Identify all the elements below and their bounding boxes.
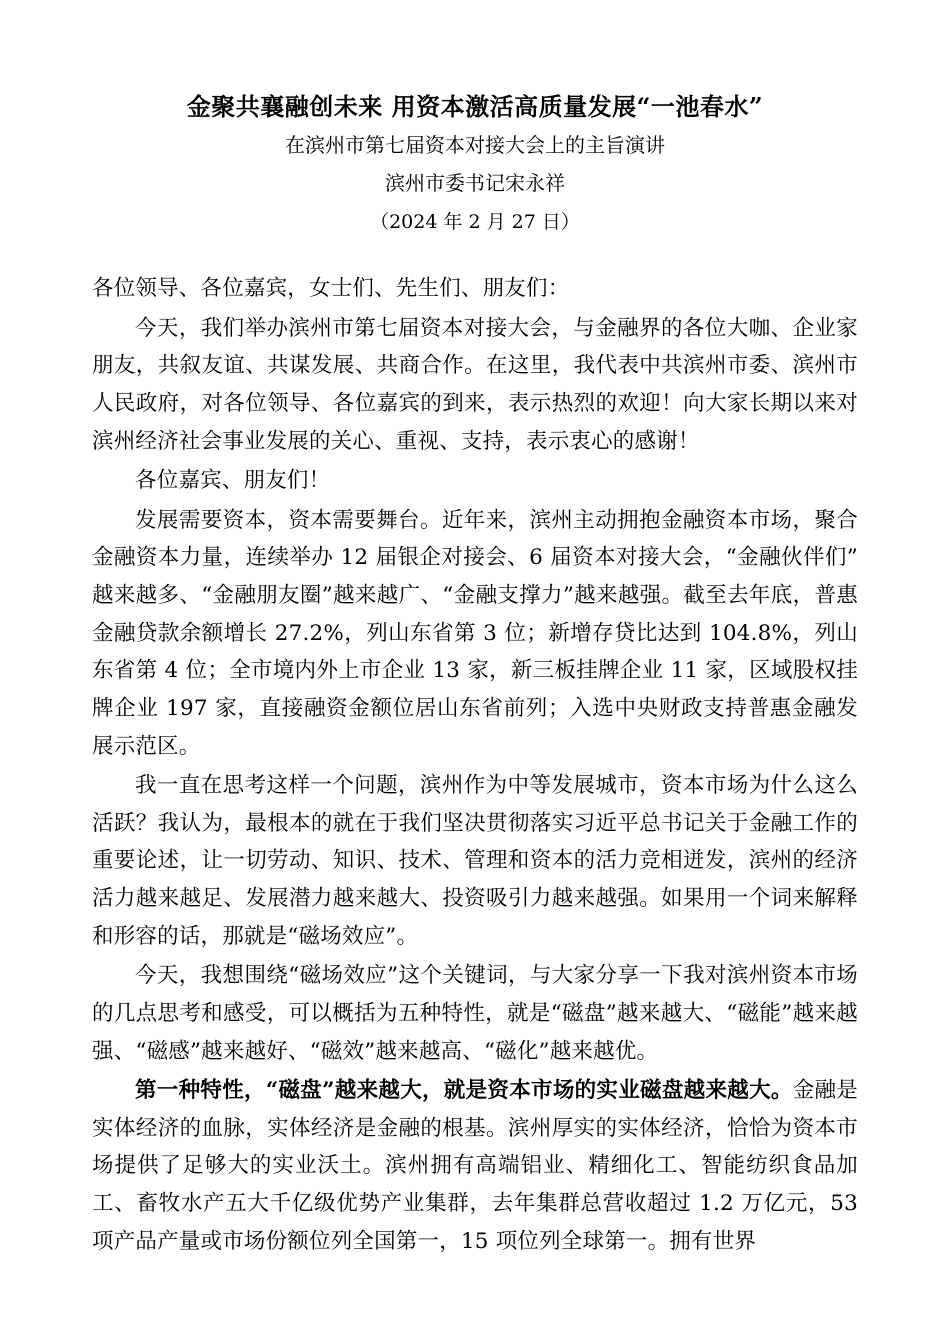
paragraph-6-lead: 第一种特性，“磁盘”越来越大，就是资本市场的实业磁盘越来越大。 (135, 1078, 793, 1104)
paragraph-4: 我一直在思考这样一个问题，滨州作为中等发展城市，资本市场为什么这么活跃？我认为，最根本的就在于我们坚决贯彻落实习近平总书记关于金融工作的重要论述，让一切劳动、知识、技术、管理和资本的活力竞相迸发，滨州的经济活力越来越足、发展潜力越来越大、投资吸引力越来越强。如果用一个词来解释和形容的话，那就是“磁场效应”。 (92, 773, 858, 949)
page-title: 金聚共襄融创未来 用资本激活高质量发展“一池春水” (186, 92, 764, 121)
document-author: 滨州市委书记宋永祥 (385, 170, 565, 195)
paragraph-3: 发展需要资本，资本需要舞台。近年来，滨州主动拥抱金融资本市场，聚合金融资本力量，连续举办 12 届银企对接会、6 届资本对接大会，“金融伙伴们”越来越多、“金融朋友圈”越来越广、“金融支撑力”越来越强。截至去年底，普惠金融贷款余额增长 27.2%，列山东省第 3 位；新增存贷比达到 104.8%，列山东省第 4 位；全市境内外上市企业 13 家，新三板挂牌企业 11 家，区域股权挂牌企业 197 家，直接融资金额位居山东省前列；入选中央财政支持普惠金融发展示范区。 (92, 507, 858, 759)
document-subtitle: 在滨州市第七届资本对接大会上的主旨演讲 (285, 132, 665, 157)
paragraph-salutation: 各位领导、各位嘉宾，女士们、先生们、朋友们： (92, 276, 570, 302)
paragraph-5: 今天，我想围绕“磁场效应”这个关键词，与大家分享一下我对滨州资本市场的几点思考和感受，可以概括为五种特性，就是“磁盘”越来越大、“磁能”越来越强、“磁感”越来越好、“磁效”越来越高、“磁化”越来越优。 (92, 963, 858, 1064)
paragraph-1: 今天，我们举办滨州市第七届资本对接大会，与金融界的各位大咖、企业家朋友，共叙友谊、共谋发展、共商合作。在这里，我代表中共滨州市委、滨州市人民政府，对各位领导、各位嘉宾的到来，表示热烈的欢迎！向大家长期以来对滨州经济社会事业发展的关心、重视、支持，表示衷心的感谢！ (92, 315, 858, 454)
paragraph-6-text: 金融是实体经济的血脉，实体经济是金融的根基。滨州厚实的实体经济，恰恰为资本市场提供了足够大的实业沃土。滨州拥有高端铝业、精细化工、智能纺织食品加工、畜牧水产五大千亿级优势产业集群，去年集群总营收超过 1.2 万亿元，53 项产品产量或市场份额位列全国第一，15 项位列全球第一。拥有世界 (92, 1078, 858, 1254)
document-date: （2024 年 2 月 27 日） (370, 210, 580, 233)
document-body (92, 270, 858, 1260)
paragraph-2: 各位嘉宾、朋友们！ (135, 468, 331, 494)
paragraph-6 (92, 1072, 858, 1260)
